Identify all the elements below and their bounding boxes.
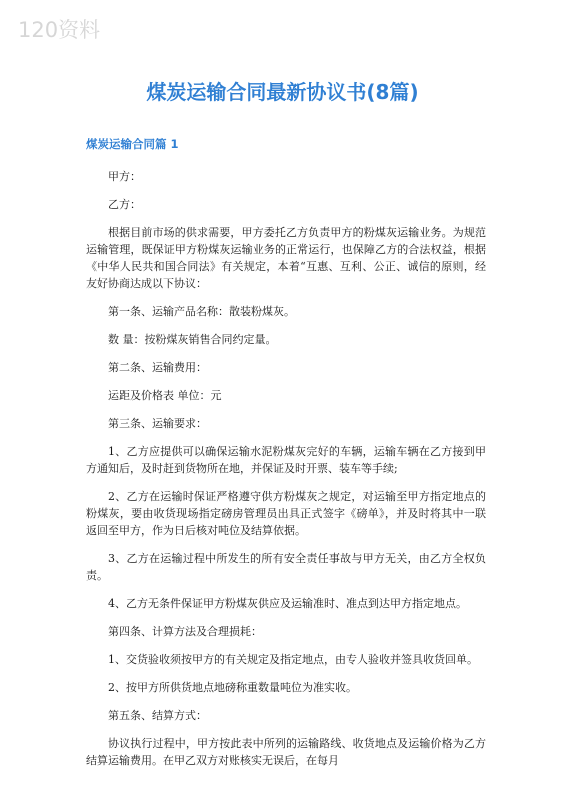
paragraph-price-table: 运距及价格表 单位：元: [108, 389, 222, 402]
watermark: 120资料: [18, 18, 101, 42]
paragraph-party-b: 乙方：: [108, 198, 141, 211]
paragraph-requirement-2: 2、乙方在运输时保证严格遵守供方粉煤灰之规定，对运输至甲方指定地点的粉煤灰，要由收货现场指定磅房管理员出具正式签字《磅单》，并及时将其中一联返回至甲方，作为日后核对吨位及结算依据。: [86, 490, 486, 537]
paragraph-requirement-1: 1、乙方应提供可以确保运输水泥粉煤灰完好的车辆，运输车辆在乙方接到甲方通知后，及时赶到货物所在地，并保证及时开票、装车等手续;: [86, 445, 486, 475]
paragraph-party-a: 甲方：: [108, 170, 141, 183]
paragraph-calc-1: 1、交货验收须按甲方的有关规定及指定地点，由专人验收并签具收货回单。: [108, 653, 478, 666]
paragraph-settlement: 协议执行过程中，甲方按此表中所列的运输路线、收货地点及运输价格为乙方结算运输费用。在甲乙双方对账核实无误后，在每月: [86, 737, 486, 767]
document-title: 煤炭运输合同最新协议书(8篇): [146, 80, 419, 104]
paragraph-preamble: 根据目前市场的供求需要，甲方委托乙方负责甲方的粉煤灰运输业务。为规范运输管理，既保证甲方粉煤灰运输业务的正常运行，也保障乙方的合法权益，根据《中华人民共和国合同法》有关规定，本着“互惠、互利、公正、诚信的原则，经友好协商达成以下协议：: [86, 226, 486, 290]
paragraph-article-2: 第二条、运输费用：: [108, 361, 207, 374]
paragraph-article-5: 第五条、结算方式：: [108, 709, 207, 722]
paragraph-article-1: 第一条、运输产品名称：散装粉煤灰。: [108, 305, 295, 318]
paragraph-calc-2: 2、按甲方所供货地点地磅称重数量吨位为准实收。: [108, 681, 357, 694]
section-title: 煤炭运输合同篇 1: [86, 137, 179, 151]
paragraph-requirement-4: 4、乙方无条件保证甲方粉煤灰供应及运输准时、准点到达甲方指定地点。: [108, 597, 467, 610]
paragraph-requirement-3: 3、乙方在运输过程中所发生的所有安全责任事故与甲方无关，由乙方全权负责。: [86, 552, 486, 582]
paragraph-quantity: 数 量：按粉煤灰销售合同约定量。: [108, 333, 277, 346]
contract-body: [86, 168, 486, 780]
paragraph-article-3: 第三条、运输要求：: [108, 417, 207, 430]
paragraph-article-4: 第四条、计算方法及合理损耗：: [108, 625, 262, 638]
